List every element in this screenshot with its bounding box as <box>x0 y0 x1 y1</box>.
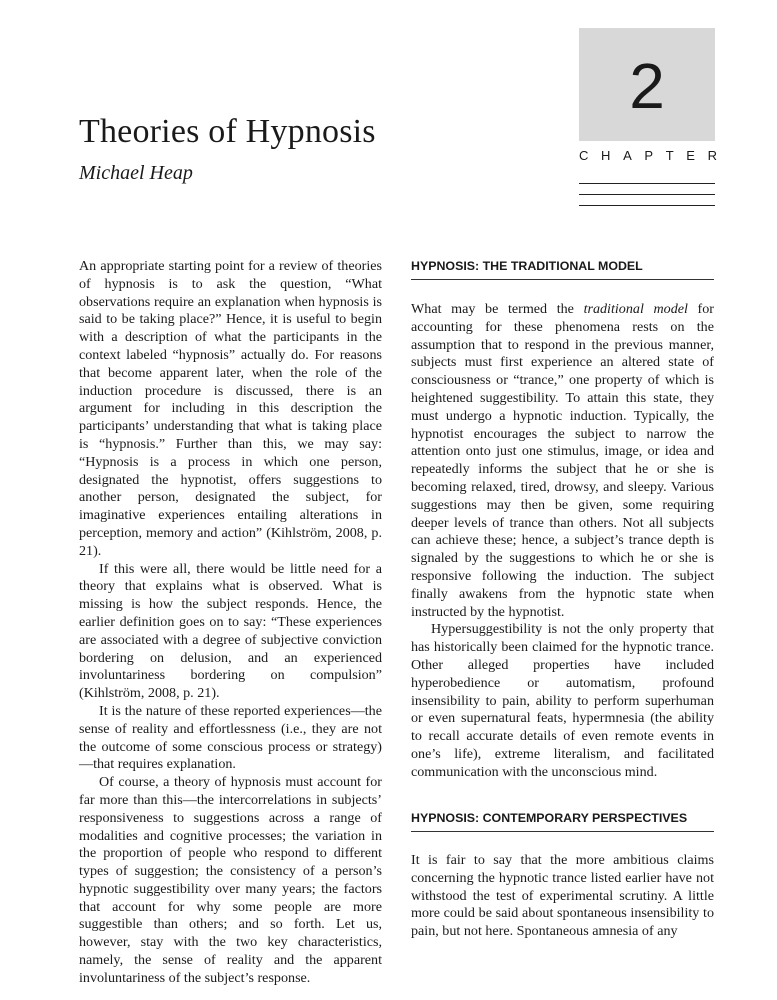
body-text: for accounting for these phenomena rests on the assumption that to respond in the previous manner, subjects must first experience an altered state of consciousness or “trance,” one property of which is heightened suggestibility. To attain this state, they must undergo a hypnotic induction. Typically, the hypnotist encourages the subject to narrow the attention onto just one stimulus, image, or idea and repeatedly informs the subject that he or she is becoming relaxed, tired, drowsy, and sleepy. Various suggestions may then be given, some requiring deeper levels of trance than others. Not all subjects can achieve these; hence, a subject’s trance depth is signaled by the suggestions to which he or she is responsive following the induction. The subject finally awakens from the hypnotic state when instructed by the hypnotist. <box>411 301 714 620</box>
left-column <box>79 258 382 988</box>
chapter-rule-divider <box>579 194 715 195</box>
body-paragraph: Of course, a theory of hypnosis must account for far more than this—the intercorrelations in subjects’ responsiveness to suggestions across a range of modalities and cognitive processes; the variation in the proportion of people who respond to different types of suggestion; the consistency of a person’s hypnotic suggestibility over many years; the factors that account for why some people are more suggestible than others; and so forth. Let us, however, stay with the two key characteristics, namely, the sense of reality and the apparent involuntariness of the subject’s response. <box>79 774 382 986</box>
chapter-letter: C <box>579 148 589 163</box>
chapter-letter: H <box>601 148 611 163</box>
body-paragraph <box>411 301 714 621</box>
right-column-section-2 <box>411 852 714 941</box>
chapter-letter: P <box>644 148 654 163</box>
chapter-letter: T <box>665 148 674 163</box>
chapter-number: 2 <box>629 50 665 122</box>
body-paragraph: Hypersuggestibility is not the only property that has historically been claimed for the hypnotic trance. Other alleged properties have included hyperobedience or automatism, profound insensibility to pain, ability to perform superhuman or even supernatural feats, hypermnesia (the ability to recall accurate details of even remote events in one’s life), extreme literalism, and facilitated communication with the unconscious mind. <box>411 621 714 780</box>
chapter-label <box>579 148 717 164</box>
body-paragraph: It is the nature of these reported experiences—the sense of reality and effortlessness (i.e., they are not the outcome of some conscious process or strategy)—that requires explanation. <box>79 702 382 773</box>
chapter-letter: R <box>707 148 717 163</box>
chapter-rule-divider <box>579 183 715 184</box>
chapter-rule-divider <box>579 205 715 206</box>
body-paragraph: If this were all, there would be little need for a theory that explains what is observed. What is missing is how the subject responds. Hence, the earlier definition goes on to say: “These experiences are associated with a degree of subjective conviction bordering on delusion, and an experienced involuntariness bordering on compulsion” (Kihlström, 2008, p. 21). <box>79 560 382 702</box>
chapter-letter: A <box>623 148 632 163</box>
right-column-section-1 <box>411 301 714 782</box>
emphasized-term: traditional model <box>583 301 688 317</box>
body-paragraph: It is fair to say that the more ambitious claims concerning the hypnotic trance listed earlier have not withstood the test of experimental scrutiny. A little more could be said about spontaneous insensibility to pain, but not here. Spontaneous amnesia of any <box>411 852 714 940</box>
chapter-title: Theories of Hypnosis <box>79 113 376 150</box>
chapter-letter: E <box>686 148 695 163</box>
body-text: What may be termed the <box>411 301 584 317</box>
section-heading-contemporary-perspectives: HYPNOSIS: CONTEMPORARY PERSPECTIVES <box>411 810 714 832</box>
body-paragraph: An appropriate starting point for a review of theories of hypnosis is to ask the question, “What observations require an explanation when hypnosis is said to be taking place?” Hence, it is useful to begin with a description of what the participants in the context labeled “hypnosis” actually do. For reasons that become apparent later, when the role of the induction procedure is discussed, there is an argument for including in this description the participants’ understanding that what is taking place is “hypnosis.” Further than this, we may say: “Hypnosis is a process in which one person, designated the hypnotist, offers suggestions to another person, designated the subject, for imaginative experiences entailing alterations in perception, memory and action” (Kihlström, 2008, p. 21). <box>79 258 382 559</box>
chapter-author: Michael Heap <box>79 162 193 184</box>
section-heading-traditional-model: HYPNOSIS: THE TRADITIONAL MODEL <box>411 258 714 280</box>
chapter-number-box <box>579 28 715 141</box>
